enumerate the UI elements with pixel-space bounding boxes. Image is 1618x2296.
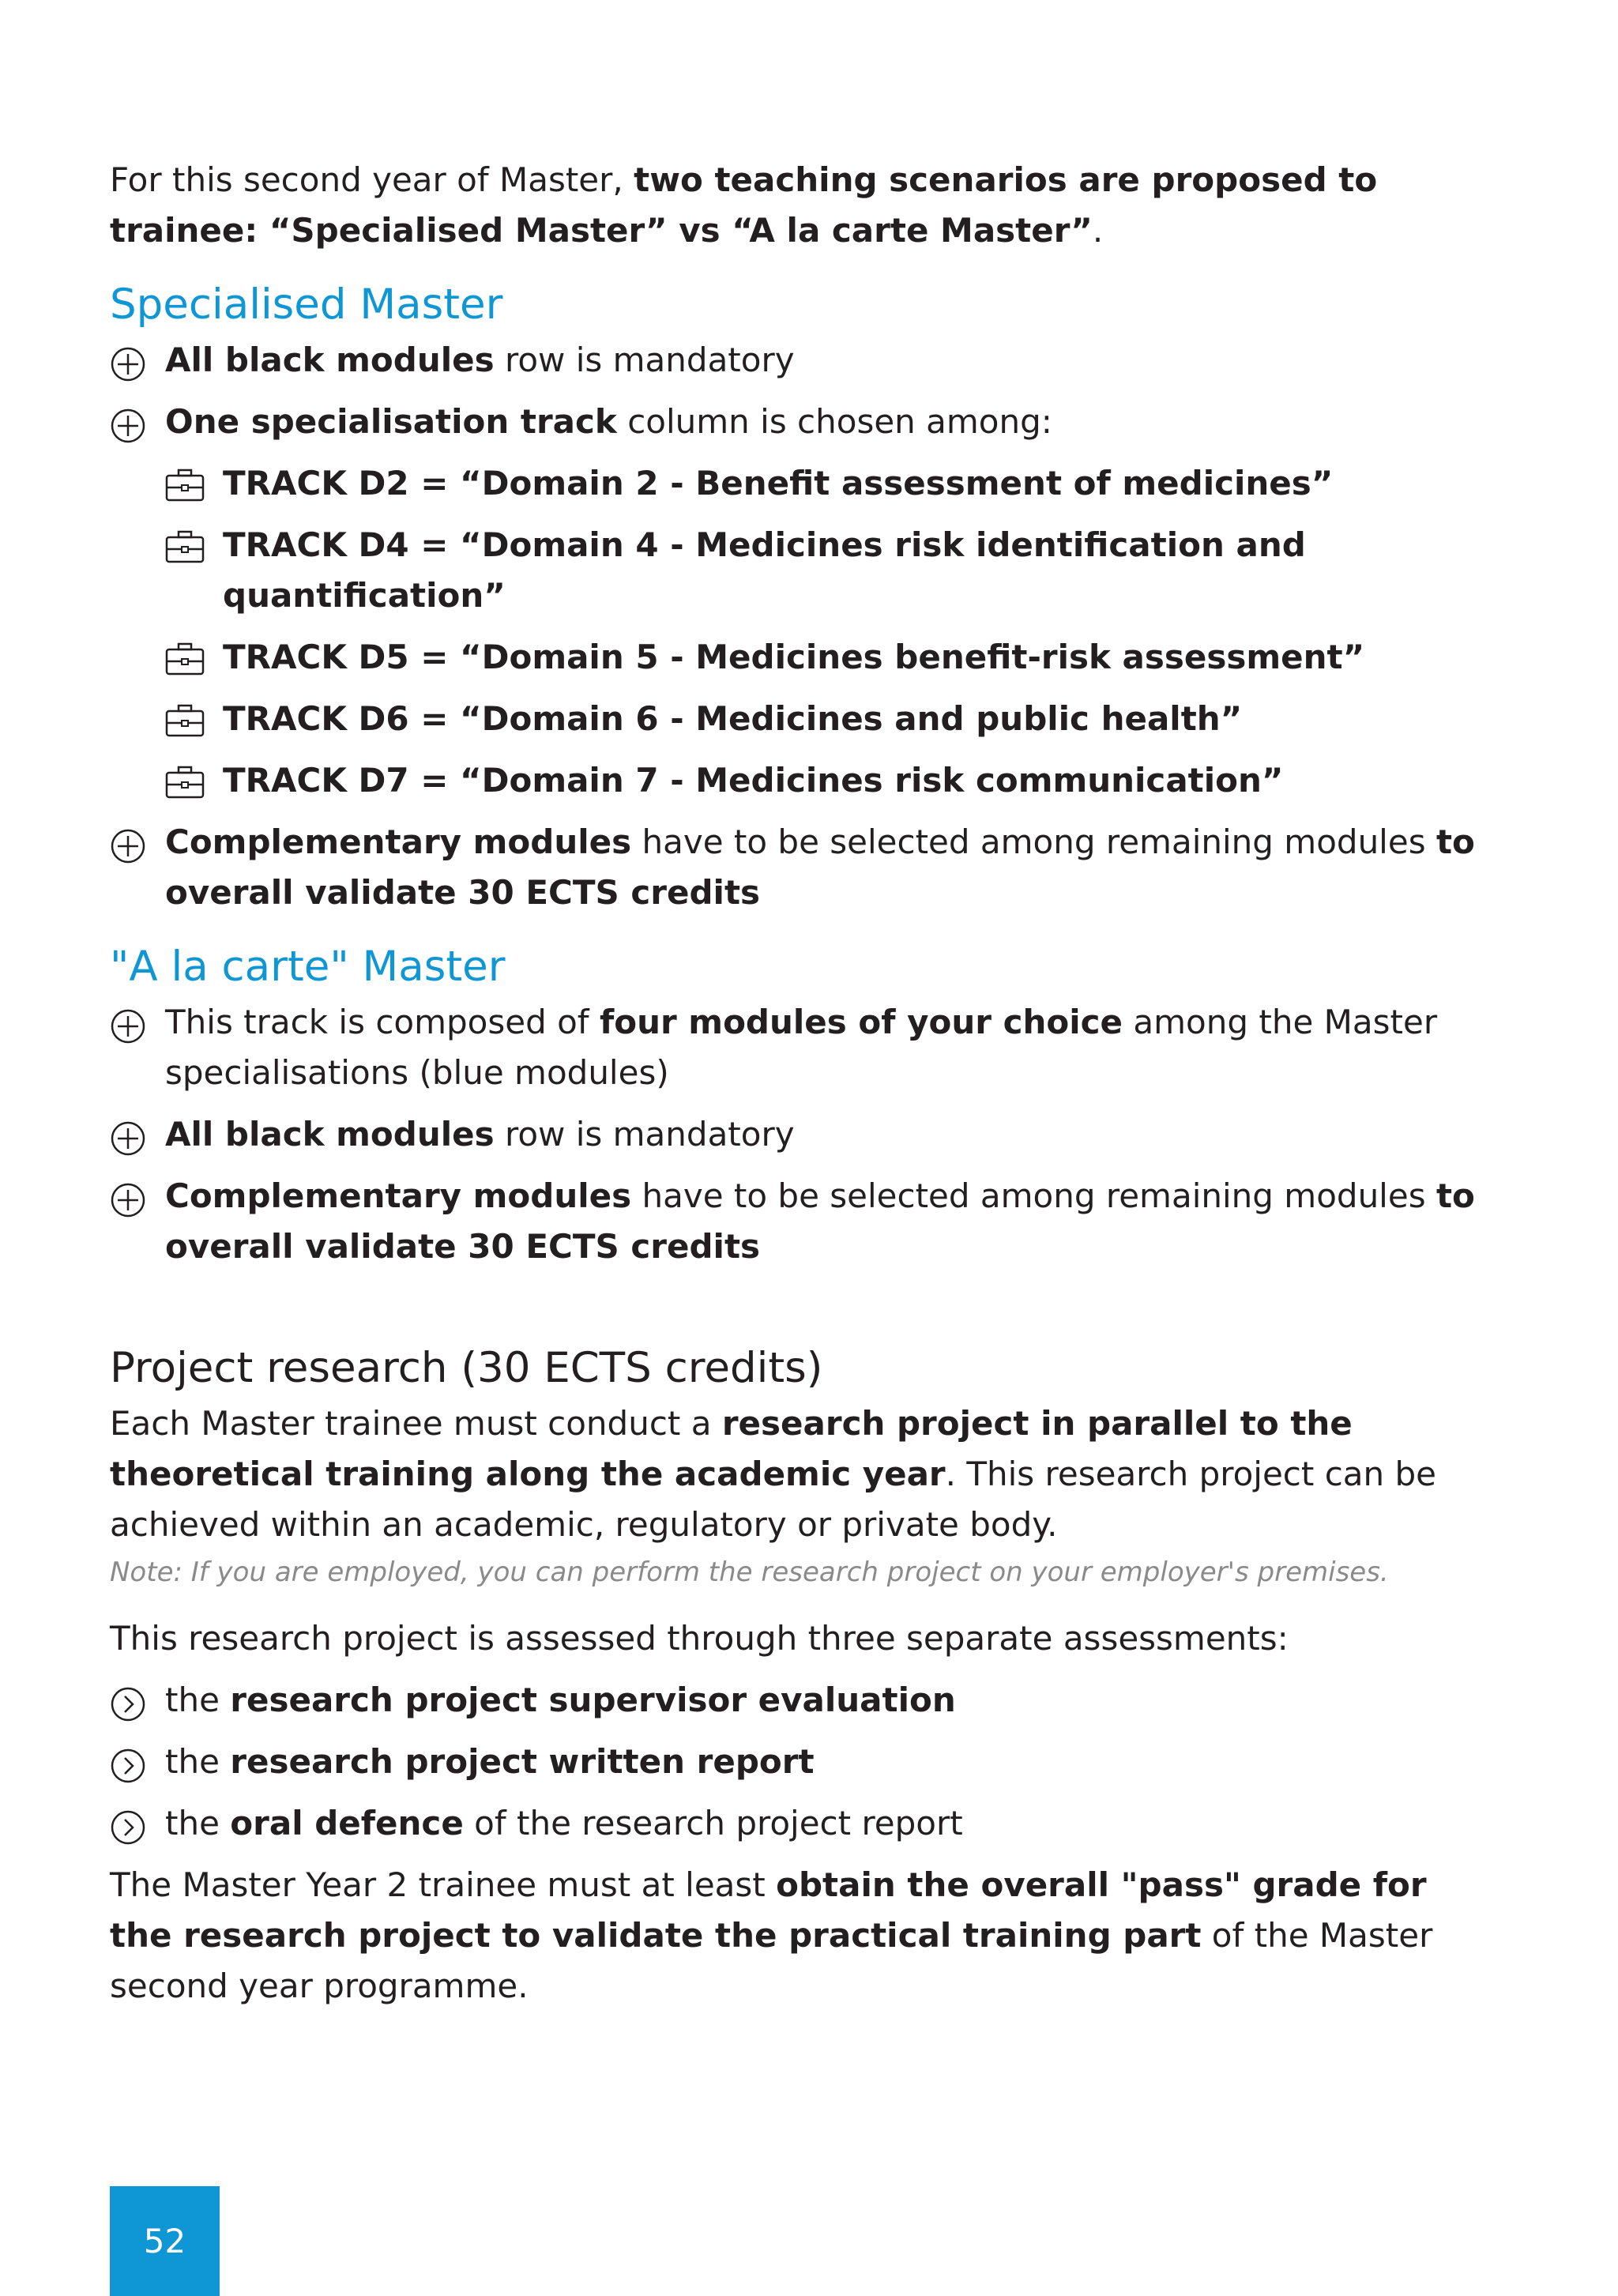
circle-plus-icon xyxy=(110,346,146,382)
specialised-heading: Specialised Master xyxy=(110,280,503,329)
track-item: TRACK D5 = “Domain 5 - Medicines benefit-risk assessment” xyxy=(110,632,1484,683)
page-number: 52 xyxy=(110,2186,220,2296)
track-item: TRACK D4 = “Domain 4 - Medicines risk identification and quantification” xyxy=(110,520,1484,621)
briefcase-icon xyxy=(165,469,205,502)
circle-plus-icon xyxy=(110,1182,146,1218)
alacarte-item-black-modules: All black modules row is mandatory xyxy=(110,1109,1484,1160)
briefcase-icon xyxy=(165,704,205,737)
page-content xyxy=(110,155,1484,2012)
research-paragraph-3: The Master Year 2 trainee must at least obtain the overall "pass" grade for the research project to validate the practical training part of the Master second year programme. xyxy=(110,1865,1433,2005)
circle-chevron-right-icon xyxy=(110,1809,146,1846)
research-paragraph-2: This research project is assessed through three separate assessments: xyxy=(110,1619,1289,1658)
alacarte-item-four-modules: This track is composed of four modules of your choice among the Master specialisations (blue modules) xyxy=(110,997,1484,1098)
briefcase-icon xyxy=(165,642,205,676)
research-heading: Project research (30 ECTS credits) xyxy=(110,1344,823,1392)
circle-plus-icon xyxy=(110,1120,146,1157)
track-item: TRACK D6 = “Domain 6 - Medicines and public health” xyxy=(110,694,1484,744)
assessment-item: the research project supervisor evaluation xyxy=(110,1675,1484,1726)
specialised-item-track: One specialisation track column is chosen among: xyxy=(110,397,1484,447)
circle-plus-icon xyxy=(110,828,146,864)
briefcase-icon xyxy=(165,530,205,563)
intro-paragraph xyxy=(110,155,1484,256)
circle-plus-icon xyxy=(110,1008,146,1044)
assessment-item: the research project written report xyxy=(110,1737,1484,1787)
intro-text: For this second year of Master, xyxy=(110,160,634,199)
intro-end: . xyxy=(1092,211,1104,250)
track-item: TRACK D7 = “Domain 7 - Medicines risk communication” xyxy=(110,755,1484,806)
circle-plus-icon xyxy=(110,408,146,444)
specialised-item-complementary: Complementary modules have to be selected among remaining modules to overall validate 30 ECTS credits xyxy=(110,817,1484,918)
circle-chevron-right-icon xyxy=(110,1686,146,1722)
track-item: TRACK D2 = “Domain 2 - Benefit assessment of medicines” xyxy=(110,458,1484,509)
briefcase-icon xyxy=(165,766,205,799)
research-paragraph-1: Each Master trainee must conduct a research project in parallel to the theoretical training along the academic year. This research project can be achieved within an academic, regulatory or private body. xyxy=(110,1404,1437,1544)
specialised-item-black-modules: All black modules row is mandatory xyxy=(110,335,1484,386)
research-note: Note: If you are employed, you can perform the research project on your employer's premises. xyxy=(110,1556,1389,1588)
alacarte-item-complementary: Complementary modules have to be selected among remaining modules to overall validate 30 ECTS credits xyxy=(110,1171,1484,1272)
circle-chevron-right-icon xyxy=(110,1748,146,1784)
alacarte-heading: "A la carte" Master xyxy=(110,943,506,991)
intro-bold: two teaching scenarios are proposed to trainee: “Specialised Master” vs “A la carte Master” xyxy=(110,160,1378,250)
assessment-item: the oral defence of the research project report xyxy=(110,1798,1484,1849)
